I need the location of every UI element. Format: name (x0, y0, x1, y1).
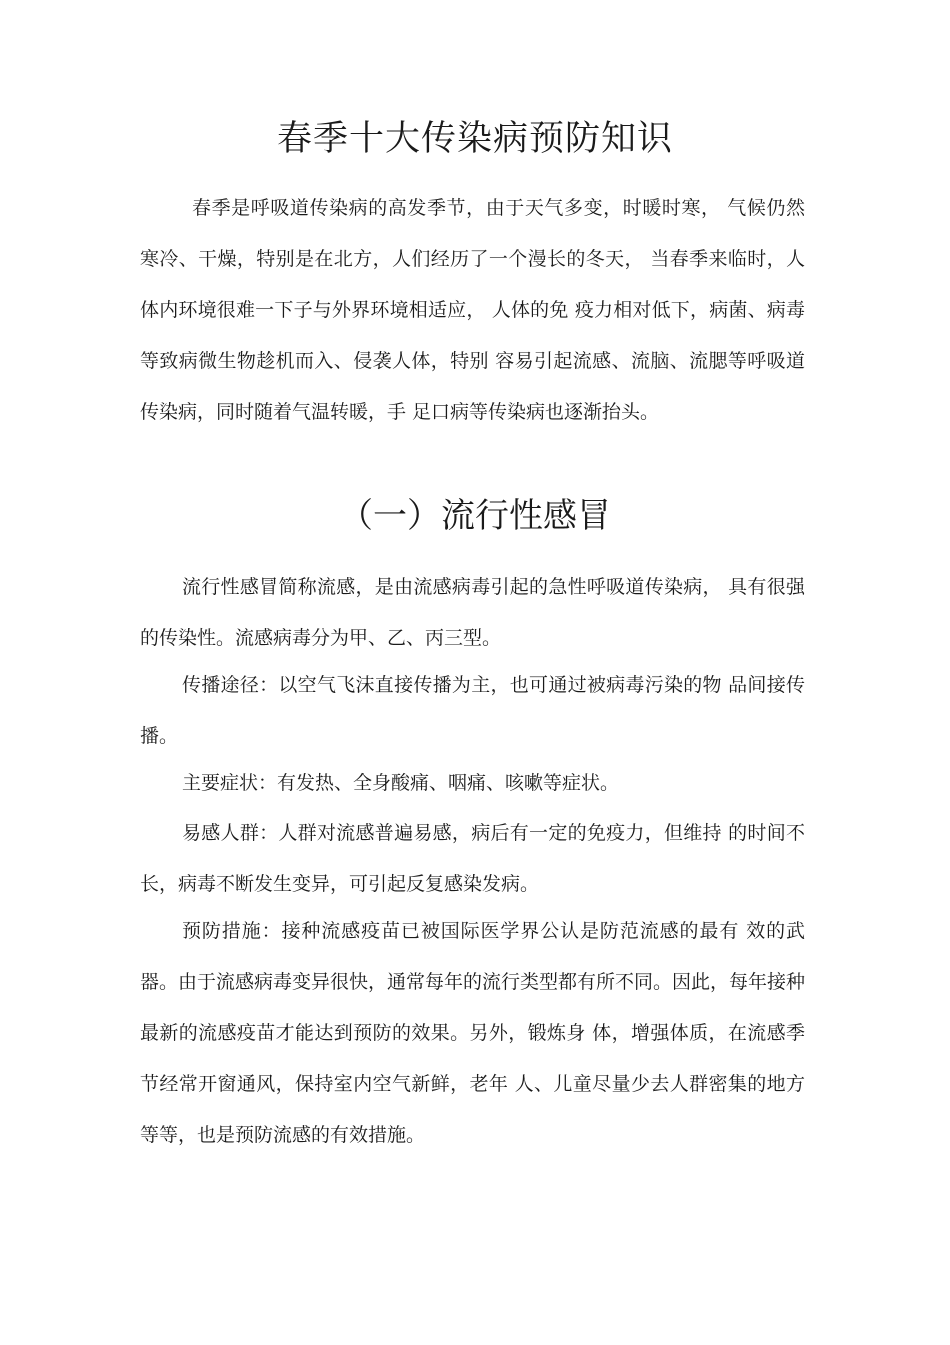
symptoms-paragraph: 主要症状：有发热、全身酸痛、咽痛、咳嗽等症状。 (182, 772, 620, 794)
section-heading: （一）流行性感冒 (339, 496, 611, 536)
prevention-paragraph: 预防措施：接种流感疫苗已被国际医学界公认是防范流感的最有 效的武器。由于流感病毒变异很快，通常每年的流行类型都有所不同。因此，每年接种最新的流感疫苗才能达到预防的效果。另外，锻炼身 体，增强体质，在流感季节经常开窗通风，保持室内空气新鲜，老年 人、儿童尽量少去人群密集的地方等等，也是预防流感的有效措施。 (140, 920, 806, 1146)
flu-definition-paragraph: 流行性感冒简称流感，是由流感病毒引起的急性呼吸道传染病， 具有很强的传染性。流感病毒分为甲、乙、丙三型。 (140, 576, 805, 649)
document-title: 春季十大传染病预防知识 (276, 119, 673, 159)
susceptible-population-paragraph: 易感人群：人群对流感普遍易感，病后有一定的免疫力，但维持 的时间不长，病毒不断发生变异，可引起反复感染发病。 (140, 822, 805, 895)
intro-paragraph: 春季是呼吸道传染病的高发季节，由于天气多变，时暖时寒， 气候仍然寒冷、干燥，特别是在北方，人们经历了一个漫长的冬天， 当春季来临时，人体内环境很难一下子与外界环境相适应， 人体的免 疫力相对低下，病菌、病毒等致病微生物趁机而入、侵袭人体，特别 容易引起流感、流脑、流腮等呼吸道传染病，同时随着气温转暖，手 足口病等传染病也逐渐抬头。 (140, 197, 805, 423)
transmission-paragraph: 传播途径：以空气飞沫直接传播为主，也可通过被病毒污染的物 品间接传播。 (140, 674, 805, 747)
